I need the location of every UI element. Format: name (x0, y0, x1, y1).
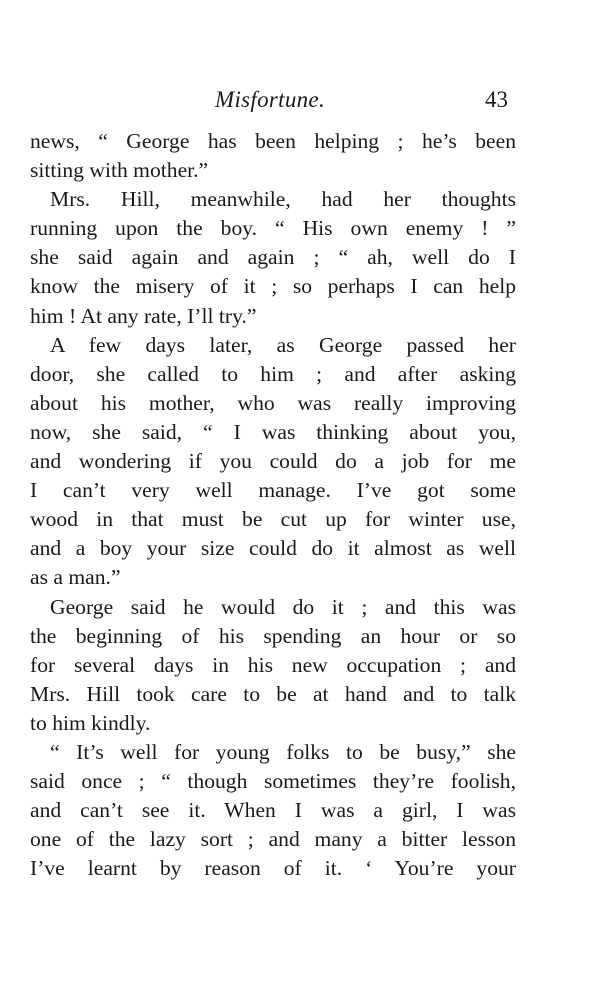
text-line: the beginning of his spending an hour or so (30, 623, 516, 648)
text-line: know the misery of it ; so perhaps I can help (30, 274, 516, 299)
text-line: news, “ George has been helping ; he’s been (30, 129, 516, 153)
paragraph (30, 738, 516, 883)
text-line: sitting with mother.” (30, 158, 209, 183)
text-line: and wondering if you could do a job for me (30, 449, 516, 474)
text-line: running upon the boy. “ His own enemy ! ” (30, 216, 516, 241)
running-head-title: Misfortune. (215, 87, 325, 112)
text-line: I’ve learnt by reason of it. ‘ You’re your (30, 856, 516, 881)
page-number: 43 (485, 87, 508, 112)
text-line: “ It’s well for young folks to be busy,” she (50, 739, 516, 764)
paragraph (30, 127, 516, 185)
text-line: she said again and again ; “ ah, well do I (30, 245, 516, 270)
text-line: one of the lazy sort ; and many a bitter lesson (30, 827, 516, 852)
text-line: as a man.” (30, 565, 121, 590)
text-line: door, she called to him ; and after asking (30, 361, 516, 386)
paragraph (30, 185, 516, 330)
text-line: said once ; “ though sometimes they’re foolish, (30, 769, 516, 794)
running-head (0, 82, 610, 118)
text-line: about his mother, who was really improving (30, 390, 516, 415)
text-line: now, she said, “ I was thinking about you, (30, 419, 516, 444)
text-line: Mrs. Hill took care to be at hand and to talk (30, 681, 516, 706)
text-line: and can’t see it. When I was a girl, I was (30, 798, 516, 823)
text-line: George said he would do it ; and this was (50, 594, 516, 619)
text-line: and a boy your size could do it almost as well (30, 536, 516, 561)
paragraph (30, 593, 516, 738)
text-line: A few days later, as George passed her (50, 332, 516, 357)
text-line: I can’t very well manage. I’ve got some (30, 478, 516, 503)
text-line: wood in that must be cut up for winter use, (30, 507, 516, 532)
text-line: for several days in his new occupation ; and (30, 652, 516, 677)
text-line: him ! At any rate, I’ll try.” (30, 303, 257, 328)
text-line: to him kindly. (30, 710, 151, 735)
text-line: Mrs. Hill, meanwhile, had her thoughts (50, 187, 516, 212)
body-text (30, 127, 516, 883)
paragraph (30, 331, 516, 593)
